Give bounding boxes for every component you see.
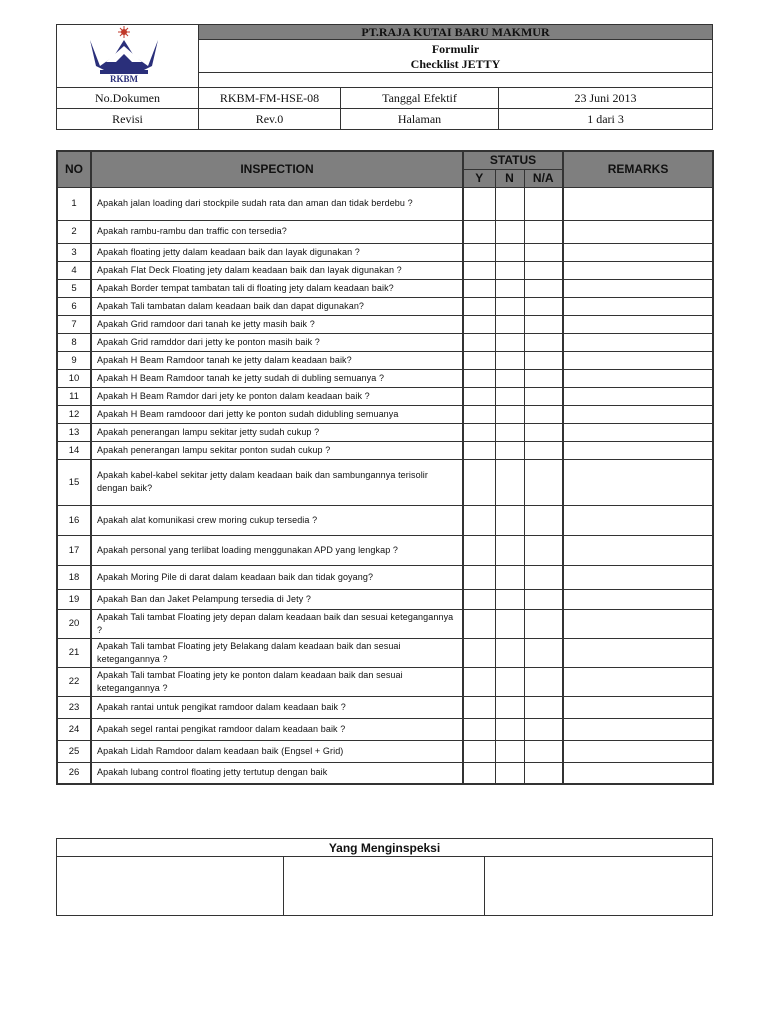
remarks-cell[interactable] xyxy=(563,696,713,718)
checklist-row xyxy=(57,351,713,369)
status-y-cell[interactable] xyxy=(463,441,495,459)
row-number: 3 xyxy=(57,243,91,261)
checklist-row xyxy=(57,535,713,565)
status-na-cell[interactable] xyxy=(524,220,563,243)
inspection-item: Apakah jalan loading dari stockpile sudah rata dan aman dan tidak berdebu ? xyxy=(91,187,463,220)
status-n-cell[interactable] xyxy=(495,405,524,423)
status-na-cell[interactable] xyxy=(524,667,563,696)
status-n-cell[interactable] xyxy=(495,696,524,718)
remarks-cell[interactable] xyxy=(563,535,713,565)
inspection-item: Apakah Moring Pile di darat dalam keadaan baik dan tidak goyang? xyxy=(91,565,463,589)
checklist-row xyxy=(57,187,713,220)
remarks-cell[interactable] xyxy=(563,609,713,638)
status-y-cell[interactable] xyxy=(463,667,495,696)
checklist-row xyxy=(57,589,713,609)
status-n-cell[interactable] xyxy=(495,667,524,696)
status-n-cell[interactable] xyxy=(495,297,524,315)
status-y-cell[interactable] xyxy=(463,333,495,351)
status-y-cell[interactable] xyxy=(463,220,495,243)
signature-block xyxy=(56,838,713,916)
status-n-cell[interactable] xyxy=(495,535,524,565)
status-n-cell[interactable] xyxy=(495,261,524,279)
inspection-item: Apakah Border tempat tambatan tali di floating jety dalam keadaan baik? xyxy=(91,279,463,297)
inspection-item: Apakah penerangan lampu sekitar ponton sudah cukup ? xyxy=(91,441,463,459)
remarks-cell[interactable] xyxy=(563,505,713,535)
status-y-cell[interactable] xyxy=(463,565,495,589)
signature-box-2[interactable] xyxy=(284,857,485,916)
status-na-cell[interactable] xyxy=(524,187,563,220)
status-y-cell[interactable] xyxy=(463,638,495,667)
status-y-cell[interactable] xyxy=(463,315,495,333)
status-y-cell[interactable] xyxy=(463,762,495,784)
checklist-row xyxy=(57,261,713,279)
revision-label: Revisi xyxy=(57,109,199,130)
status-na-cell[interactable] xyxy=(524,638,563,667)
status-n-cell[interactable] xyxy=(495,220,524,243)
row-number: 12 xyxy=(57,405,91,423)
header-status: STATUS xyxy=(463,151,563,169)
checklist-row xyxy=(57,459,713,505)
status-y-cell[interactable] xyxy=(463,387,495,405)
inspection-item: Apakah H Beam Ramdoor tanah ke jetty sudah di dubling semuanya ? xyxy=(91,369,463,387)
status-na-cell[interactable] xyxy=(524,297,563,315)
logo-text: RKBM xyxy=(109,74,138,82)
effective-date-label: Tanggal Efektif xyxy=(341,88,499,109)
remarks-cell[interactable] xyxy=(563,405,713,423)
row-number: 8 xyxy=(57,333,91,351)
inspection-item: Apakah penerangan lampu sekitar jetty sudah cukup ? xyxy=(91,423,463,441)
status-n-cell[interactable] xyxy=(495,638,524,667)
checklist-row xyxy=(57,279,713,297)
row-number: 10 xyxy=(57,369,91,387)
form-type: Formulir xyxy=(431,42,480,56)
document-header xyxy=(56,24,713,130)
remarks-cell[interactable] xyxy=(563,459,713,505)
checklist-row xyxy=(57,740,713,762)
checklist-row xyxy=(57,315,713,333)
remarks-cell[interactable] xyxy=(563,220,713,243)
revision-value: Rev.0 xyxy=(199,109,341,130)
status-na-cell[interactable] xyxy=(524,565,563,589)
status-n-cell[interactable] xyxy=(495,609,524,638)
header-status-y: Y xyxy=(463,169,495,187)
inspection-item: Apakah Grid ramddor dari jetty ke ponton masih baik ? xyxy=(91,333,463,351)
status-na-cell[interactable] xyxy=(524,315,563,333)
row-number: 9 xyxy=(57,351,91,369)
inspection-item: Apakah Ban dan Jaket Pelampung tersedia di Jety ? xyxy=(91,589,463,609)
remarks-cell[interactable] xyxy=(563,441,713,459)
inspection-item: Apakah Flat Deck Floating jety dalam keadaan baik dan layak digunakan ? xyxy=(91,261,463,279)
status-na-cell[interactable] xyxy=(524,718,563,740)
checklist-row xyxy=(57,762,713,784)
doc-number-value: RKBM-FM-HSE-08 xyxy=(199,88,341,109)
revision-row xyxy=(57,109,713,130)
form-title xyxy=(199,40,713,73)
document-number-row xyxy=(57,88,713,109)
status-n-cell[interactable] xyxy=(495,459,524,505)
remarks-cell[interactable] xyxy=(563,297,713,315)
row-number: 22 xyxy=(57,667,91,696)
inspection-item: Apakah Tali tambat Floating jety Belakang dalam keadaan baik dan sesuai ketegangannya ? xyxy=(91,638,463,667)
row-number: 2 xyxy=(57,220,91,243)
remarks-cell[interactable] xyxy=(563,333,713,351)
checklist-row xyxy=(57,505,713,535)
status-na-cell[interactable] xyxy=(524,740,563,762)
status-y-cell[interactable] xyxy=(463,505,495,535)
row-number: 21 xyxy=(57,638,91,667)
remarks-cell[interactable] xyxy=(563,423,713,441)
checklist-row xyxy=(57,609,713,638)
status-na-cell[interactable] xyxy=(524,589,563,609)
status-n-cell[interactable] xyxy=(495,243,524,261)
status-y-cell[interactable] xyxy=(463,459,495,505)
signature-box-1[interactable] xyxy=(57,857,284,916)
status-y-cell[interactable] xyxy=(463,609,495,638)
remarks-cell[interactable] xyxy=(563,369,713,387)
checklist-row xyxy=(57,565,713,589)
remarks-cell[interactable] xyxy=(563,667,713,696)
company-name: PT.RAJA KUTAI BARU MAKMUR xyxy=(199,25,713,40)
row-number: 16 xyxy=(57,505,91,535)
checklist-row xyxy=(57,718,713,740)
checklist-row xyxy=(57,405,713,423)
status-y-cell[interactable] xyxy=(463,423,495,441)
row-number: 15 xyxy=(57,459,91,505)
checklist-row xyxy=(57,423,713,441)
checklist-row xyxy=(57,243,713,261)
status-na-cell[interactable] xyxy=(524,505,563,535)
status-y-cell[interactable] xyxy=(463,405,495,423)
inspection-item: Apakah lubang control floating jetty tertutup dengan baik xyxy=(91,762,463,784)
remarks-cell[interactable] xyxy=(563,187,713,220)
header-status-n: N xyxy=(495,169,524,187)
status-na-cell[interactable] xyxy=(524,333,563,351)
status-y-cell[interactable] xyxy=(463,589,495,609)
status-n-cell[interactable] xyxy=(495,762,524,784)
row-number: 7 xyxy=(57,315,91,333)
inspection-item: Apakah segel rantai pengikat ramdoor dalam keadaan baik ? xyxy=(91,718,463,740)
status-na-cell[interactable] xyxy=(524,369,563,387)
status-n-cell[interactable] xyxy=(495,279,524,297)
row-number: 13 xyxy=(57,423,91,441)
status-y-cell[interactable] xyxy=(463,740,495,762)
inspection-item: Apakah rantai untuk pengikat ramdoor dalam keadaan baik ? xyxy=(91,696,463,718)
status-n-cell[interactable] xyxy=(495,565,524,589)
status-na-cell[interactable] xyxy=(524,441,563,459)
status-y-cell[interactable] xyxy=(463,261,495,279)
status-na-cell[interactable] xyxy=(524,405,563,423)
status-na-cell[interactable] xyxy=(524,535,563,565)
status-y-cell[interactable] xyxy=(463,297,495,315)
page-value: 1 dari 3 xyxy=(499,109,713,130)
status-na-cell[interactable] xyxy=(524,351,563,369)
header-status-na: N/A xyxy=(524,169,563,187)
status-y-cell[interactable] xyxy=(463,243,495,261)
status-n-cell[interactable] xyxy=(495,315,524,333)
checklist-row xyxy=(57,220,713,243)
row-number: 19 xyxy=(57,589,91,609)
inspection-item: Apakah H Beam Ramdoor tanah ke jetty dalam keadaan baik? xyxy=(91,351,463,369)
signature-box-3[interactable] xyxy=(485,857,713,916)
status-na-cell[interactable] xyxy=(524,243,563,261)
inspection-item: Apakah Tali tambat Floating jety ke ponton dalam keadaan baik dan sesuai ketegangannya ? xyxy=(91,667,463,696)
checklist-row xyxy=(57,696,713,718)
page-label: Halaman xyxy=(341,109,499,130)
status-n-cell[interactable] xyxy=(495,505,524,535)
status-na-cell[interactable] xyxy=(524,279,563,297)
remarks-cell[interactable] xyxy=(563,243,713,261)
doc-number-label: No.Dokumen xyxy=(57,88,199,109)
status-na-cell[interactable] xyxy=(524,387,563,405)
remarks-cell[interactable] xyxy=(563,589,713,609)
row-number: 4 xyxy=(57,261,91,279)
checklist-row xyxy=(57,369,713,387)
status-n-cell[interactable] xyxy=(495,333,524,351)
remarks-cell[interactable] xyxy=(563,565,713,589)
crown-logo-icon xyxy=(86,26,170,82)
row-number: 5 xyxy=(57,279,91,297)
header-inspection: INSPECTION xyxy=(91,151,463,187)
status-n-cell[interactable] xyxy=(495,718,524,740)
remarks-cell[interactable] xyxy=(563,315,713,333)
inspection-item: Apakah kabel-kabel sekitar jetty dalam keadaan baik dan sambungannya terisolir dengan baik? xyxy=(91,459,463,505)
inspection-item: Apakah alat komunikasi crew moring cukup tersedia ? xyxy=(91,505,463,535)
status-n-cell[interactable] xyxy=(495,187,524,220)
inspection-item: Apakah H Beam ramdooor dari jetty ke ponton sudah didubling semuanya xyxy=(91,405,463,423)
checklist-row xyxy=(57,387,713,405)
inspection-item: Apakah floating jetty dalam keadaan baik dan layak digunakan ? xyxy=(91,243,463,261)
row-number: 20 xyxy=(57,609,91,638)
status-na-cell[interactable] xyxy=(524,459,563,505)
form-name: Checklist JETTY xyxy=(410,57,501,71)
row-number: 18 xyxy=(57,565,91,589)
remarks-cell[interactable] xyxy=(563,638,713,667)
status-y-cell[interactable] xyxy=(463,187,495,220)
inspection-item: Apakah rambu-rambu dan traffic con tersedia? xyxy=(91,220,463,243)
checklist-body xyxy=(57,187,713,784)
header-no: NO xyxy=(57,151,91,187)
remarks-cell[interactable] xyxy=(563,279,713,297)
status-n-cell[interactable] xyxy=(495,441,524,459)
inspection-item: Apakah Grid ramdoor dari tanah ke jetty masih baik ? xyxy=(91,315,463,333)
status-n-cell[interactable] xyxy=(495,351,524,369)
status-na-cell[interactable] xyxy=(524,762,563,784)
remarks-cell[interactable] xyxy=(563,762,713,784)
header-remarks: REMARKS xyxy=(563,151,713,187)
remarks-cell[interactable] xyxy=(563,387,713,405)
checklist-row xyxy=(57,441,713,459)
status-y-cell[interactable] xyxy=(463,696,495,718)
row-number: 11 xyxy=(57,387,91,405)
checklist-row xyxy=(57,667,713,696)
checklist-row xyxy=(57,638,713,667)
row-number: 1 xyxy=(57,187,91,220)
status-y-cell[interactable] xyxy=(463,718,495,740)
inspector-title: Yang Menginspeksi xyxy=(57,839,713,857)
row-number: 23 xyxy=(57,696,91,718)
row-number: 24 xyxy=(57,718,91,740)
remarks-cell[interactable] xyxy=(563,351,713,369)
status-n-cell[interactable] xyxy=(495,740,524,762)
status-na-cell[interactable] xyxy=(524,261,563,279)
status-n-cell[interactable] xyxy=(495,589,524,609)
inspection-item: Apakah Lidah Ramdoor dalam keadaan baik (Engsel + Grid) xyxy=(91,740,463,762)
company-logo xyxy=(57,25,199,88)
status-na-cell[interactable] xyxy=(524,696,563,718)
checklist-table xyxy=(56,150,714,785)
status-y-cell[interactable] xyxy=(463,279,495,297)
row-number: 17 xyxy=(57,535,91,565)
status-n-cell[interactable] xyxy=(495,369,524,387)
inspection-item: Apakah H Beam Ramdor dari jety ke ponton dalam keadaan baik ? xyxy=(91,387,463,405)
row-number: 25 xyxy=(57,740,91,762)
status-y-cell[interactable] xyxy=(463,535,495,565)
inspection-item: Apakah personal yang terlibat loading menggunakan APD yang lengkap ? xyxy=(91,535,463,565)
checklist-row xyxy=(57,297,713,315)
row-number: 6 xyxy=(57,297,91,315)
row-number: 14 xyxy=(57,441,91,459)
inspection-item: Apakah Tali tambat Floating jety depan dalam keadaan baik dan sesuai ketegangannya ? xyxy=(91,609,463,638)
remarks-cell[interactable] xyxy=(563,740,713,762)
status-na-cell[interactable] xyxy=(524,609,563,638)
status-y-cell[interactable] xyxy=(463,369,495,387)
row-number: 26 xyxy=(57,762,91,784)
status-n-cell[interactable] xyxy=(495,423,524,441)
status-n-cell[interactable] xyxy=(495,387,524,405)
checklist-row xyxy=(57,333,713,351)
status-y-cell[interactable] xyxy=(463,351,495,369)
effective-date-value: 23 Juni 2013 xyxy=(499,88,713,109)
inspection-item: Apakah Tali tambatan dalam keadaan baik dan dapat digunakan? xyxy=(91,297,463,315)
remarks-cell[interactable] xyxy=(563,261,713,279)
remarks-cell[interactable] xyxy=(563,718,713,740)
status-na-cell[interactable] xyxy=(524,423,563,441)
